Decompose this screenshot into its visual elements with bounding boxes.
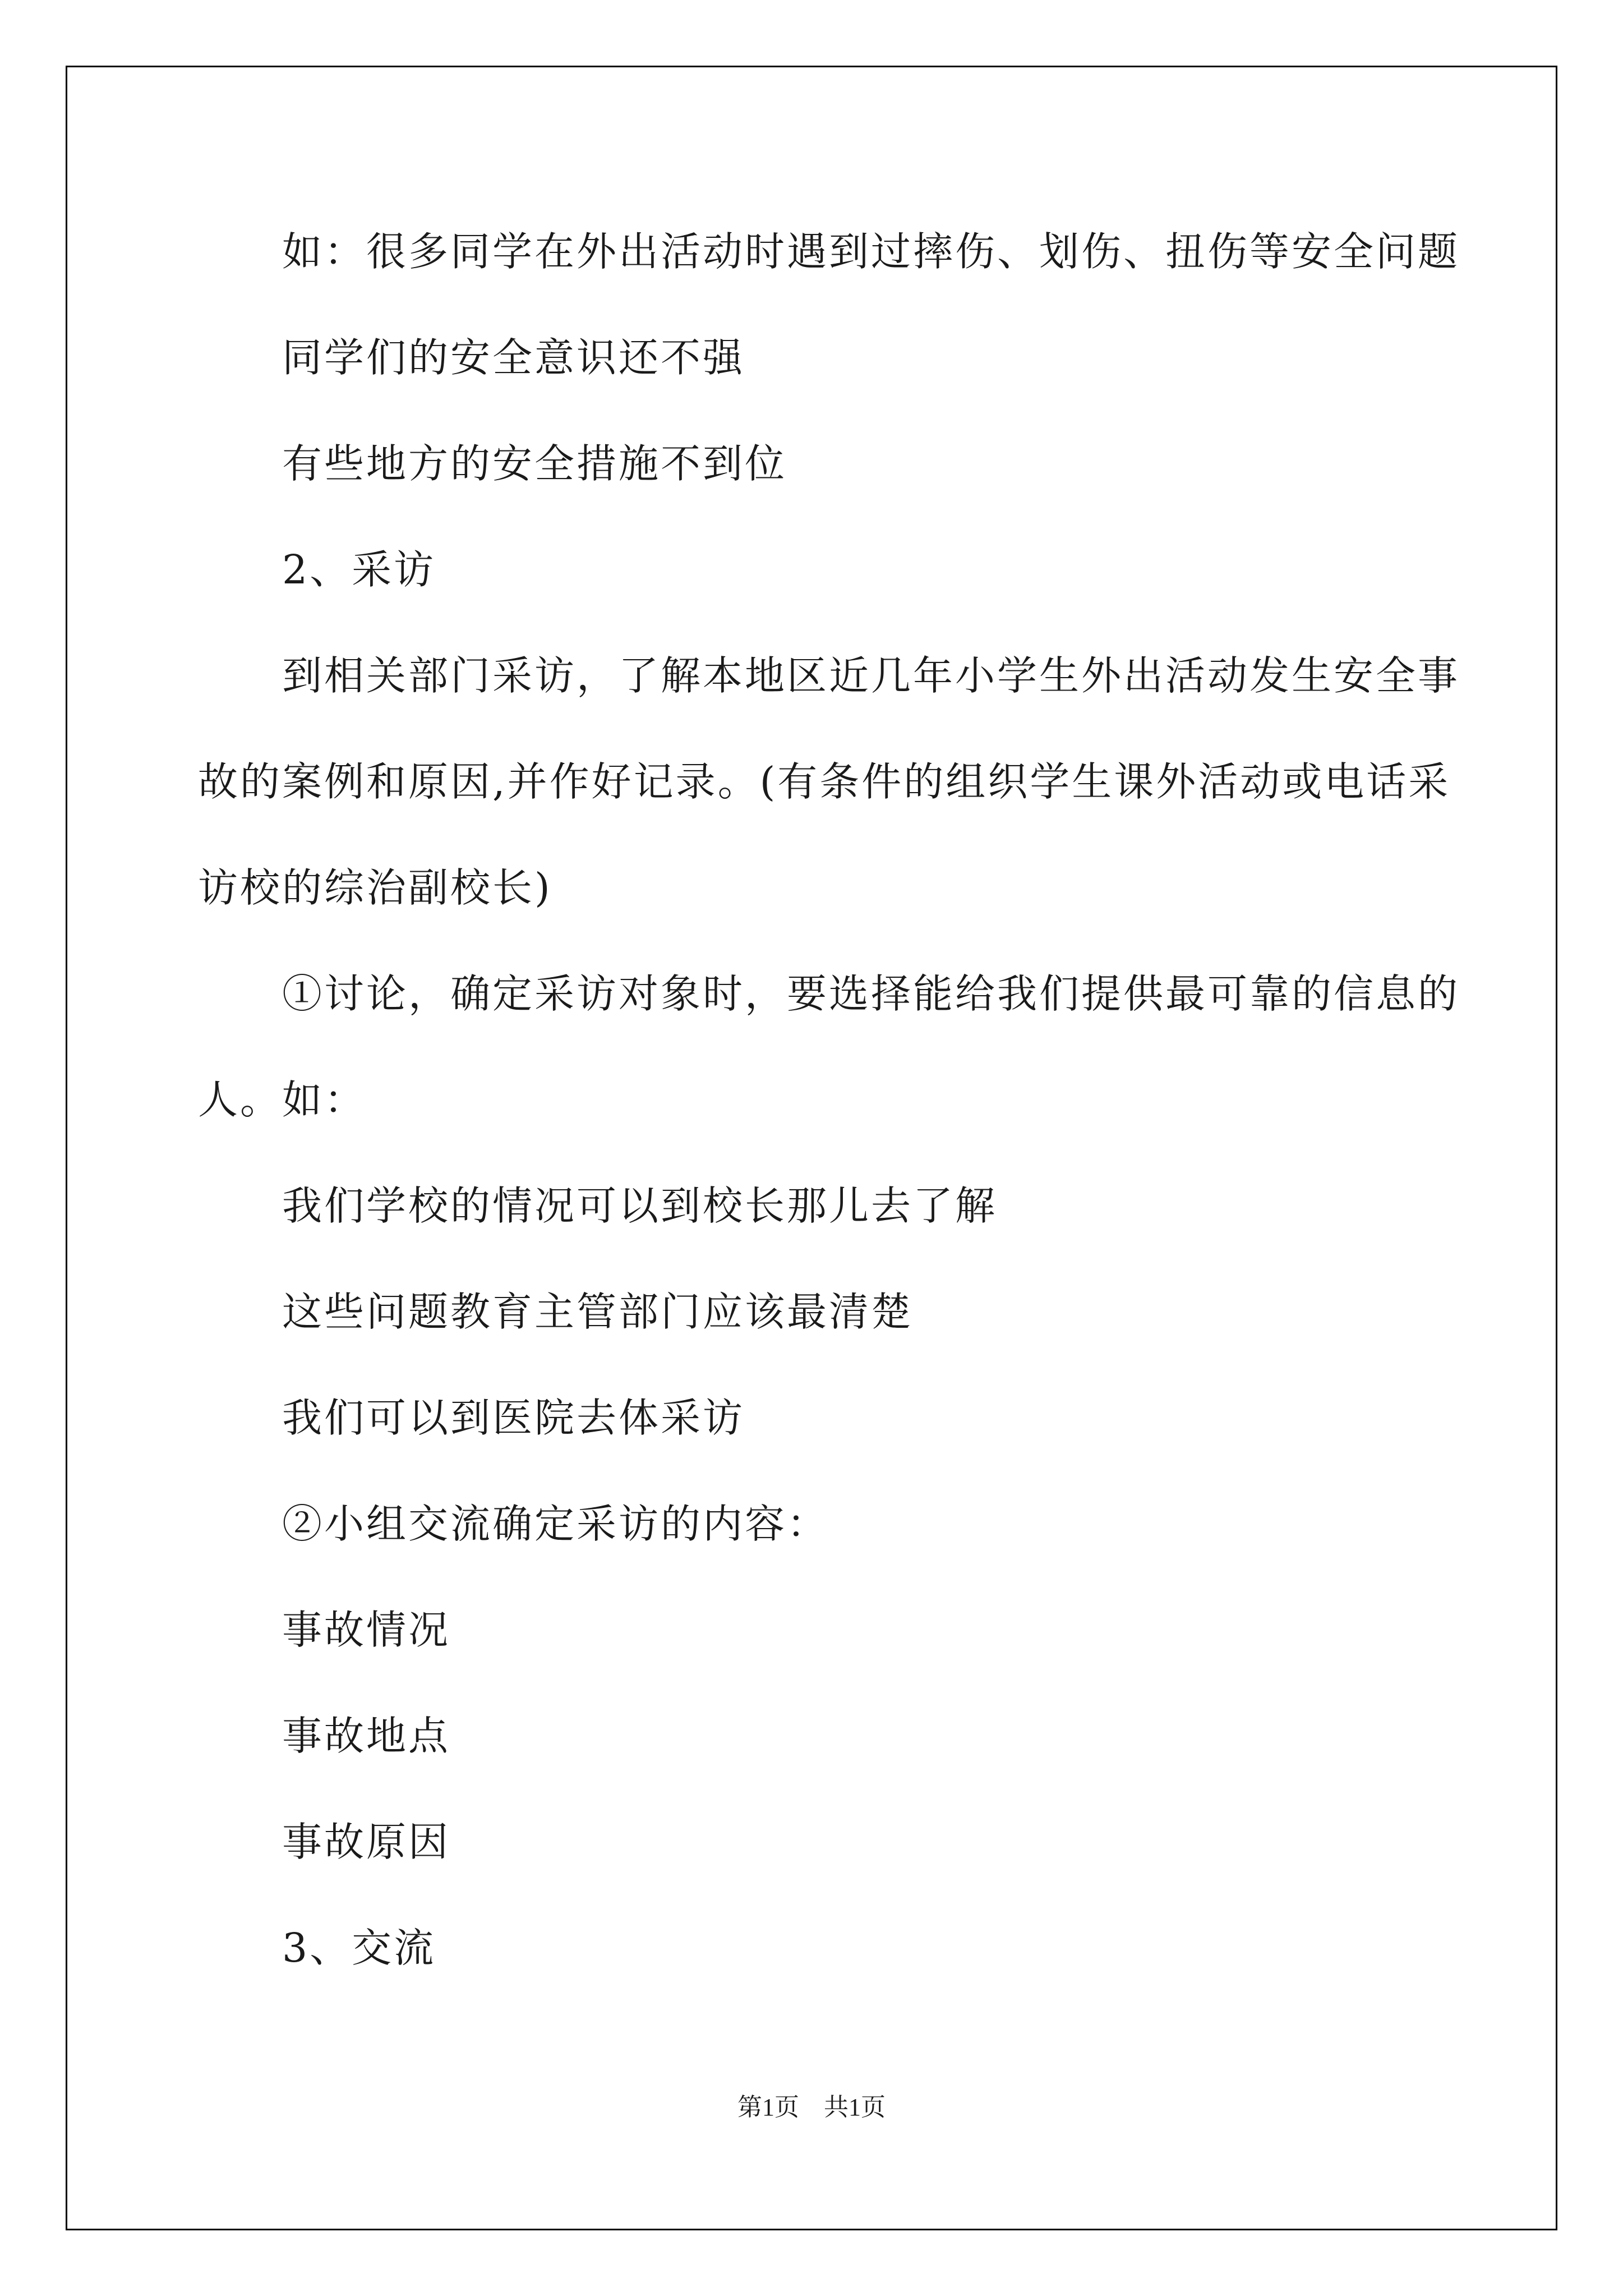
text-line-16: 事故原因 [282,1819,451,1865]
text-line-10: 我们学校的情况可以到校长那儿去了解 [282,1182,998,1229]
text-line-11: 这些问题教育主管部门应该最清楚 [282,1289,914,1335]
page-border [66,66,1557,2230]
section-heading-interview: 2、采访 [282,546,436,593]
text-line-6: 故的案例和原因,并作好记录。(有条件的组织学生课外活动或电话采 [198,758,1451,805]
text-line-5: 到相关部门采访，了解本地区近几年小学生外出活动发生安全事 [282,652,1460,699]
text-line-13: ②小组交流确定采访的内容： [282,1501,829,1547]
text-line-2: 同学们的安全意识还不强 [282,334,745,381]
page-footer: 第1页 共1页 [737,2093,886,2121]
text-line-9: 人。如： [198,1076,367,1123]
text-line-7: 访校的综治副校长) [198,864,552,911]
text-line-1: 如：很多同学在外出活动时遇到过摔伤、划伤、扭伤等安全问题 [282,228,1460,275]
text-line-8: ①讨论，确定采访对象时，要选择能给我们提供最可靠的信息的 [282,970,1460,1017]
text-line-3: 有些地方的安全措施不到位 [282,440,787,487]
text-line-12: 我们可以到医院去体采访 [282,1395,745,1441]
text-line-15: 事故地点 [282,1713,451,1759]
section-heading-exchange: 3、交流 [282,1925,436,1971]
text-line-14: 事故情况 [282,1607,451,1653]
